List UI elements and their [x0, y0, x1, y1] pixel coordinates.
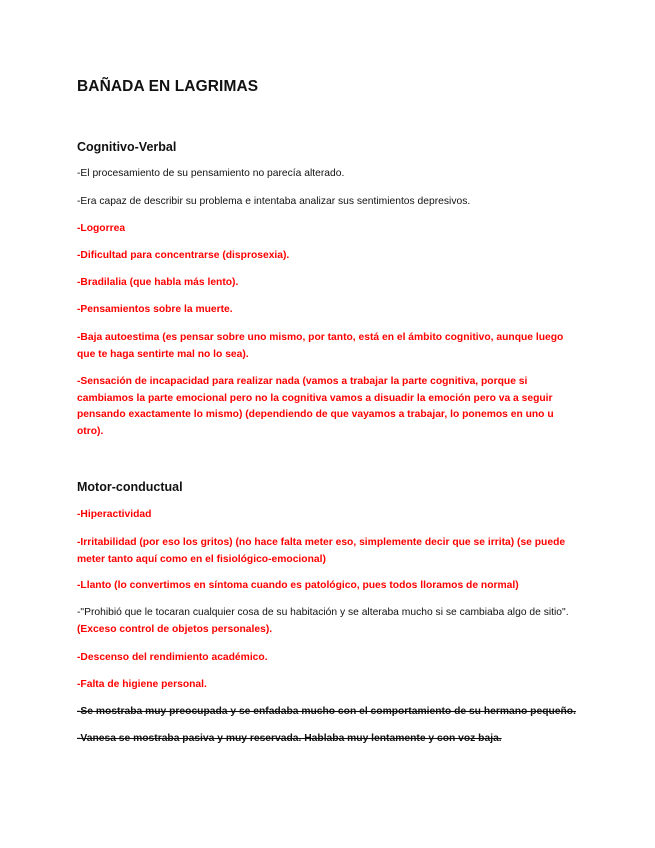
motor-item-7-struck: -Se mostraba muy preocupada y se enfadaba mucho con el comportamiento de su hermano pequeño. — [77, 706, 576, 717]
motor-item-4-note: (Exceso control de objetos personales). — [77, 623, 273, 635]
cognitive-item-2: -Era capaz de describir su problema e intentaba analizar sus sentimientos depresivos. — [77, 196, 471, 207]
document-title: BAÑADA EN LAGRIMAS — [77, 78, 259, 95]
section-heading-cognitive: Cognitivo-Verbal — [77, 140, 177, 154]
motor-item-1: -Hiperactividad — [77, 509, 152, 520]
cognitive-item-4: -Dificultad para concentrarse (disprosexia). — [77, 250, 290, 261]
motor-item-8-struck: -Vanesa se mostraba pasiva y muy reservada. Hablaba muy lentamente y con voz baja. — [77, 733, 502, 744]
motor-item-2: -Irritabilidad (por eso los gritos) (no hace falta meter eso, simplemente decir que se irrita) (se puede meter tanto aquí como en el fisiológico-emocional) — [77, 537, 566, 565]
cognitive-item-3: -Logorrea — [77, 223, 126, 234]
motor-item-4 — [77, 605, 577, 638]
cognitive-item-8: -Sensación de incapacidad para realizar nada (vamos a trabajar la parte cognitiva, porque si cambiamos la parte emocional pero no la cognitiva vamos a disuadir la emoción pero va a seguir pensando exactamente lo mismo) (dependiendo de que vayamos a trabajar, lo ponemos en uno u otro). — [77, 376, 554, 437]
cognitive-item-1: -El procesamiento de su pensamiento no parecía alterado. — [77, 168, 345, 179]
motor-item-4-quote: -"Prohibió que le tocaran cualquier cosa de su habitación y se alteraba mucho si se cambiaba algo de sitio". — [77, 607, 569, 618]
motor-item-6: -Falta de higiene personal. — [77, 679, 207, 690]
cognitive-item-6: -Pensamientos sobre la muerte. — [77, 304, 233, 315]
section-heading-motor: Motor-conductual — [77, 480, 183, 494]
motor-item-3: -Llanto (lo convertimos en síntoma cuando es patológico, pues todos lloramos de normal) — [77, 580, 519, 591]
motor-item-5: -Descenso del rendimiento académico. — [77, 652, 268, 663]
cognitive-item-7: -Baja autoestima (es pensar sobre uno mismo, por tanto, está en el ámbito cognitivo, aunque luego que te haga sentirte mal no lo sea). — [77, 332, 564, 360]
cognitive-item-5: -Bradilalia (que habla más lento). — [77, 277, 239, 288]
